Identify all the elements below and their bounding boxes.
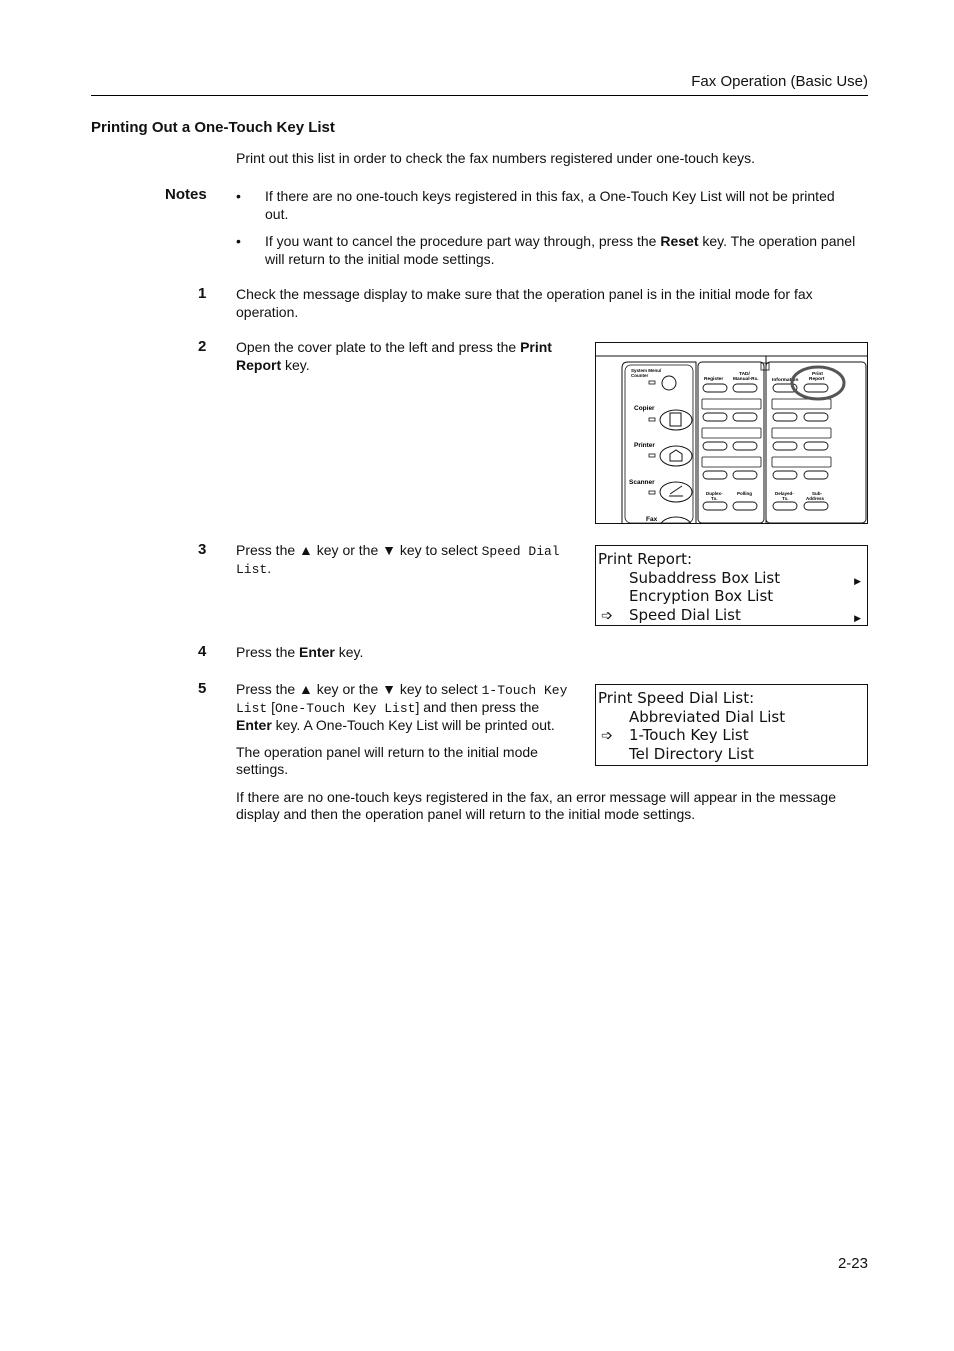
label-manual-rx: Manual-Rx. — [733, 377, 759, 382]
step-number: 2 — [198, 338, 207, 355]
label-delayed-2: Tx. — [782, 496, 789, 501]
label-system-menu-2: Counter — [631, 373, 649, 378]
step-5-para3-line1: If there are no one-touch keys registered in the fax, an error message will appear in the message — [236, 789, 836, 805]
step-4-text: Press the Enter key. — [236, 644, 364, 660]
step-1-line2: operation. — [236, 304, 299, 320]
step-5-para2-line1: The operation panel will return to the initial mode — [236, 744, 538, 760]
step-number: 4 — [198, 643, 207, 660]
label-fax: Fax — [646, 516, 658, 523]
step-5-line2: List [One-Touch Key List] and then press the — [236, 699, 540, 716]
step-number: 5 — [198, 680, 207, 697]
label-print: Print — [812, 372, 823, 377]
note-2-line2: will return to the initial mode settings. — [265, 251, 495, 267]
header-rule — [91, 95, 868, 96]
lcd-item-tel-directory: Tel Directory List — [629, 744, 754, 763]
label-sub-2: Address — [806, 496, 825, 501]
label-duplex-1: Duplex- — [706, 491, 723, 496]
label-tad: TAD/ — [739, 372, 750, 377]
note-2-line1: If you want to cancel the procedure part way through, press the Reset key. The operation panel — [265, 233, 856, 249]
step-number: 3 — [198, 541, 207, 558]
note-1-line1: If there are no one-touch keys registered in this fax, a One-Touch Key List will not be printed — [265, 188, 835, 204]
lcd-print-speed-dial-list — [595, 684, 868, 766]
step-2-line1: Open the cover plate to the left and press the Print — [236, 339, 552, 355]
lcd-print-report — [595, 545, 868, 626]
step-3-line1: Press the ▲ key or the ▼ key to select Speed Dial — [236, 542, 560, 559]
label-duplex-2: Tx. — [711, 496, 718, 501]
selection-arrow-icon: ➩ — [601, 728, 613, 744]
selection-arrow-icon: ➩ — [601, 607, 613, 624]
label-copier: Copier — [634, 405, 655, 412]
bullet: • — [236, 188, 241, 204]
step-5-para2-line2: settings. — [236, 761, 289, 777]
step-5-para3-line2: display and then the operation panel will return to the initial mode settings. — [236, 806, 696, 822]
lcd-item-speed-dial: ➩ Speed Dial List ▶ — [601, 605, 861, 624]
step-5-line1: Press the ▲ key or the ▼ key to select 1-Touch Key — [236, 681, 568, 698]
label-information: Information — [772, 378, 799, 383]
lcd-title: Print Report: — [598, 550, 693, 568]
step-2-line2: Report key. — [236, 357, 310, 373]
lcd-item-abbreviated: Abbreviated Dial List — [629, 707, 786, 726]
section-title: Printing Out a One-Touch Key List — [91, 119, 335, 136]
lcd-item-one-touch: ➩ 1-Touch Key List — [601, 726, 749, 744]
lcd-item-subaddress: Subaddress Box List ▶ — [629, 568, 861, 587]
label-sub-1: Sub- — [812, 491, 822, 496]
operation-panel-illustration — [595, 342, 868, 524]
label-system-menu-1: System Menu/ — [631, 368, 662, 373]
lcd-title: Print Speed Dial List: — [598, 689, 755, 707]
page-number: 2-23 — [837, 1255, 868, 1272]
lcd-item-encryption: Encryption Box List — [629, 587, 774, 605]
label-polling: Polling — [737, 491, 752, 496]
running-header: Fax Operation (Basic Use) — [691, 73, 868, 90]
step-5-line3: Enter key. A One-Touch Key List will be printed out. — [236, 717, 555, 733]
step-1-line1: Check the message display to make sure that the operation panel is in the initial mode for fax — [236, 286, 813, 302]
label-register: Register — [704, 377, 724, 382]
bullet: • — [236, 233, 241, 249]
step-number: 1 — [198, 285, 207, 302]
label-scanner: Scanner — [629, 479, 655, 486]
label-delayed-1: Delayed- — [775, 491, 794, 496]
intro-text: Print out this list in order to check the fax numbers registered under one-touch keys. — [236, 150, 756, 166]
label-report: Report — [809, 377, 825, 382]
label-printer: Printer — [634, 442, 655, 449]
notes-label: Notes — [165, 186, 207, 203]
step-3-line2: List. — [236, 560, 272, 577]
note-1-line2: out. — [265, 206, 289, 222]
